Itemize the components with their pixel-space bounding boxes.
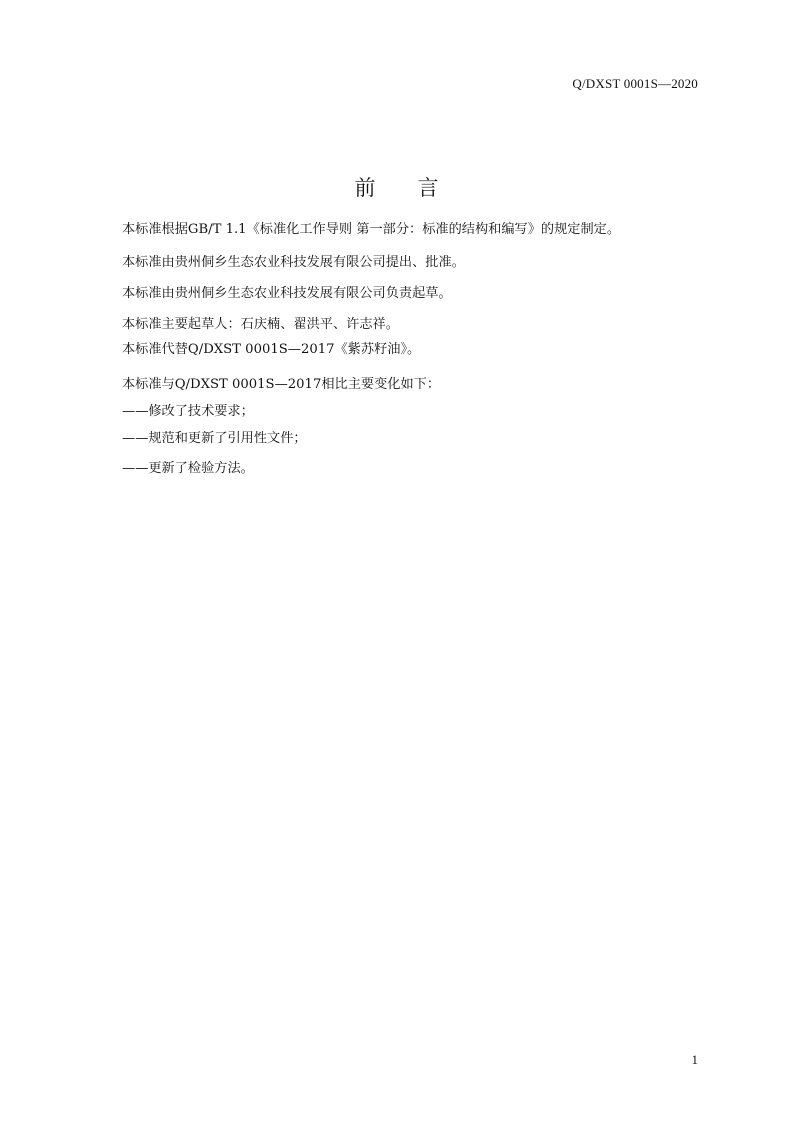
list-item-change-3: ——更新了检验方法。: [122, 461, 254, 476]
paragraph-proposer: 本标准由贵州侗乡生态农业科技发展有限公司提出、批准。: [122, 255, 465, 270]
title-char-2: 言: [417, 176, 439, 200]
list-item-change-2: ——规范和更新了引用性文件；: [122, 431, 307, 446]
list-item-change-1: ——修改了技术要求；: [122, 404, 254, 419]
paragraph-drafting-rule: 本标准根据GB/T 1.1《标准化工作导则 第一部分：标准的结构和编写》的规定制定。: [122, 222, 621, 237]
paragraph-changes-intro: 本标准与Q/DXST 0001S—2017相比主要变化如下：: [122, 377, 441, 392]
page-number: 1: [691, 1052, 698, 1067]
paragraph-main-drafters: 本标准主要起草人：石庆楠、翟洪平、许志祥。: [122, 317, 399, 332]
document-code: Q/DXST 0001S—2020: [572, 76, 698, 91]
page-title: [0, 172, 793, 202]
title-char-1: 前: [354, 176, 376, 200]
paragraph-drafter-org: 本标准由贵州侗乡生态农业科技发展有限公司负责起草。: [122, 286, 452, 301]
paragraph-replaces: 本标准代替Q/DXST 0001S—2017《紫苏籽油》。: [122, 342, 421, 357]
